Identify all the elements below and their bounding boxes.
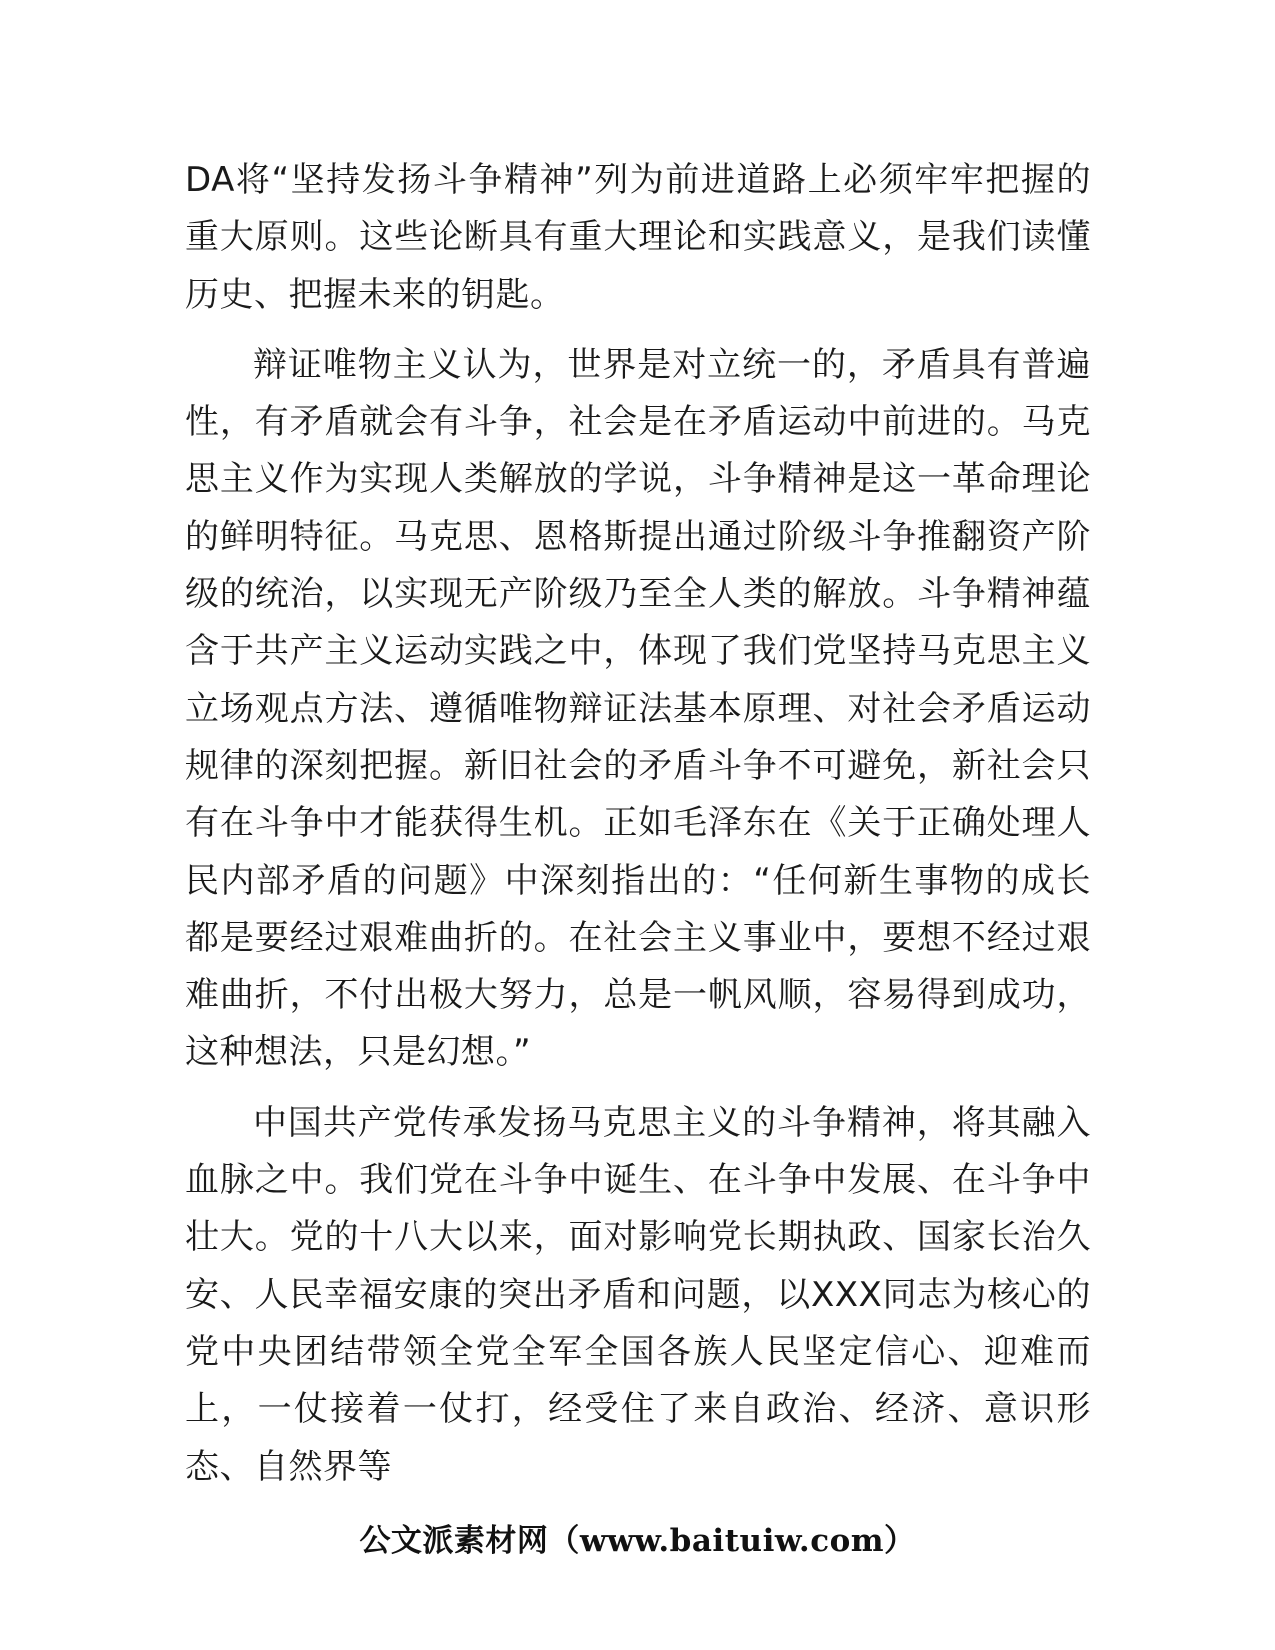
paragraph-dialectical-materialism: 辩证唯物主义认为，世界是对立统一的，矛盾具有普遍性，有矛盾就会有斗争，社会是在矛盾运动中前进的。马克思主义作为实现人类解放的学说，斗争精神是这一革命理论的鲜明特征。马克思、恩格斯提出通过阶级斗争推翻资产阶级的统治，以实现无产阶级乃至全人类的解放。斗争精神蕴含于共产主义运动实践之中，体现了我们党坚持马克思主义立场观点方法、遵循唯物辩证法基本原理、对社会矛盾运动规律的深刻把握。新旧社会的矛盾斗争不可避免，新社会只有在斗争中才能获得生机。正如毛泽东在《关于正确处理人民内部矛盾的问题》中深刻指出的：“任何新生事物的成长都是要经过艰难曲折的。在社会主义事业中，要想不经过艰难曲折，不付出极大努力，总是一帆风顺，容易得到成功，这种想法，只是幻想。”	[185, 344, 1091, 1073]
document-body	[185, 152, 1091, 1496]
footer-watermark: 公文派素材网（www.baituiw.com）	[359, 1523, 916, 1559]
paragraph-party-struggle-spirit: 中国共产党传承发扬马克思主义的斗争精神，将其融入血脉之中。我们党在斗争中诞生、在斗争中发展、在斗争中壮大。党的十八大以来，面对影响党长期执政、国家长治久安、人民幸福安康的突出矛盾和问题，以XXX同志为核心的党中央团结带领全党全军全国各族人民坚定信心、迎难而上，一仗接着一仗打，经受住了来自政治、经济、意识形态、自然界等	[185, 1102, 1091, 1487]
paragraph-continuation: DA将“坚持发扬斗争精神”列为前进道路上必须牢牢把握的重大原则。这些论断具有重大理论和实践意义，是我们读懂历史、把握未来的钥匙。	[185, 160, 1091, 315]
